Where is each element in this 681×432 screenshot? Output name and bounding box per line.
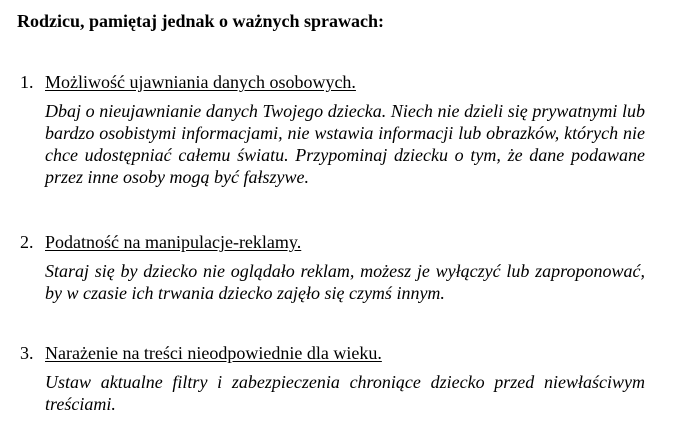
list-item-personal-data xyxy=(20,71,650,188)
page-heading: Rodzicu, pamiętaj jednak o ważnych sprawach: xyxy=(17,11,384,31)
list-item-body: Ustaw aktualne filtry i zabezpieczenia chroniące dziecko przed niewłaściwym treściami. xyxy=(45,372,645,414)
list-item-label: Narażenie na treści nieodpowiednie dla wieku. xyxy=(45,343,382,363)
list-item-title xyxy=(20,231,650,253)
list-item-body: Staraj się by dziecko nie oglądało reklam, możesz je wyłączyć lub zaproponować, by w czasie ich trwania dziecko zajęło się czymś innym. xyxy=(45,261,645,303)
list-item-title xyxy=(20,71,650,93)
list-item-number: 1. xyxy=(20,72,34,92)
list-item-title xyxy=(20,342,650,364)
list-item-inappropriate-content xyxy=(20,342,650,415)
list-item-number: 3. xyxy=(20,343,34,363)
list-item-body: Dbaj o nieujawnianie danych Twojego dziecka. Niech nie dzieli się prywatnymi lub bardzo osobistymi informacjami, nie wstawia informacji lub obrazków, których nie chce udostępniać całemu światu. Przypominaj dziecku o tym, że dane podawane przez inne osoby mogą być fałszywe. xyxy=(45,101,645,187)
list-item-label: Podatność na manipulacje-reklamy. xyxy=(45,232,302,252)
list-item-number: 2. xyxy=(20,232,34,252)
list-item-advertising xyxy=(20,231,650,304)
list-item-label: Możliwość ujawniania danych osobowych. xyxy=(45,72,356,92)
